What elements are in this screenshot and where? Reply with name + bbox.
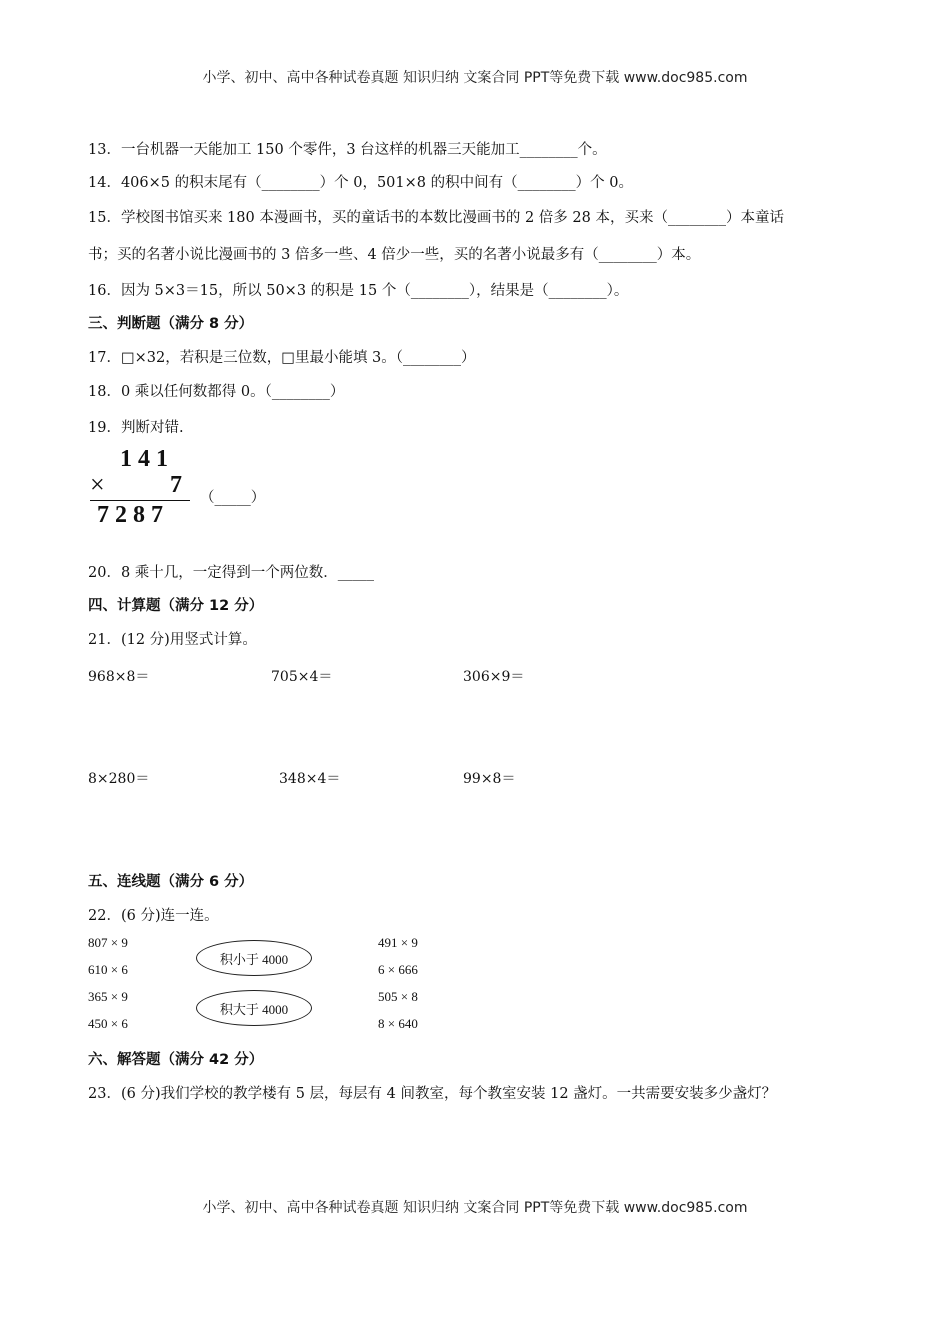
footer-banner: 小学、初中、高中各种试卷真题 知识归纳 文案合同 PPT等免费下载 www.doc985.com — [202, 1200, 748, 1216]
question-22: 22．(6 分)连一连。 — [88, 908, 219, 924]
multiplicand: 1 4 1 — [120, 446, 168, 472]
question-16: 16．因为 5×3＝15，所以 50×3 的积是 15 个（________），结果是（________）。 — [88, 283, 629, 299]
oval-product-less-4000 — [196, 940, 312, 976]
matching-left-item: 807 × 9 — [88, 935, 128, 950]
matching-left-item: 450 × 6 — [88, 1016, 128, 1031]
matching-left-item: 610 × 6 — [88, 962, 128, 977]
calc-expression: 99×8＝ — [463, 771, 516, 787]
calc-expression: 348×4＝ — [279, 771, 341, 787]
calc-expression: 968×8＝ — [88, 669, 150, 685]
section-heading-word-problems: 六、解答题（满分 42 分） — [88, 1052, 264, 1068]
question-15-line1: 15．学校图书馆买来 180 本漫画书，买的童话书的本数比漫画书的 2 倍多 28 本，买来（________）本童话 — [88, 210, 784, 226]
multiplication-rule — [90, 500, 190, 501]
question-19: 19．判断对错. — [88, 420, 184, 436]
section-heading-calculation: 四、计算题（满分 12 分） — [88, 598, 264, 614]
matching-right-item: 8 × 640 — [378, 1016, 418, 1031]
product: 7 2 8 7 — [97, 502, 163, 528]
answer-blank-19: （_____） — [200, 490, 266, 506]
header-banner: 小学、初中、高中各种试卷真题 知识归纳 文案合同 PPT等免费下载 www.doc985.com — [202, 70, 748, 86]
matching-right-item: 491 × 9 — [378, 935, 418, 950]
matching-right-item: 505 × 8 — [378, 989, 418, 1004]
section-heading-matching: 五、连线题（满分 6 分） — [88, 874, 254, 890]
oval-label: 积大于 4000 — [219, 1001, 289, 1017]
question-20: 20．8 乘十几，一定得到一个两位数．_____ — [88, 565, 375, 581]
matching-left-item: 365 × 9 — [88, 989, 128, 1004]
oval-label: 积小于 4000 — [219, 951, 289, 967]
calc-expression: 306×9＝ — [463, 669, 525, 685]
question-17: 17．□×32，若积是三位数，□里最小能填 3。（________） — [88, 350, 476, 366]
section-heading-judgement: 三、判断题（满分 8 分） — [88, 316, 254, 332]
question-23: 23．(6 分)我们学校的教学楼有 5 层，每层有 4 间教室，每个教室安装 12 盏灯。一共需要安装多少盏灯？ — [88, 1086, 777, 1102]
question-15-line2: 书；买的名著小说比漫画书的 3 倍多一些、4 倍少一些，买的名著小说最多有（________）本。 — [88, 247, 701, 263]
calc-expression: 705×4＝ — [271, 669, 333, 685]
question-13: 13．一台机器一天能加工 150 个零件，3 台这样的机器三天能加工________个。 — [88, 142, 607, 158]
matching-right-item: 6 × 666 — [378, 962, 418, 977]
oval-product-greater-4000 — [196, 990, 312, 1026]
times-sign: × — [90, 470, 105, 499]
calc-expression: 8×280＝ — [88, 771, 150, 787]
question-18: 18．0 乘以任何数都得 0。（________） — [88, 384, 345, 400]
question-21: 21．(12 分)用竖式计算。 — [88, 632, 257, 648]
question-14: 14．406×5 的积末尾有（________）个 0，501×8 的积中间有（________）个 0。 — [88, 175, 633, 191]
multiplier: 7 — [170, 472, 182, 498]
